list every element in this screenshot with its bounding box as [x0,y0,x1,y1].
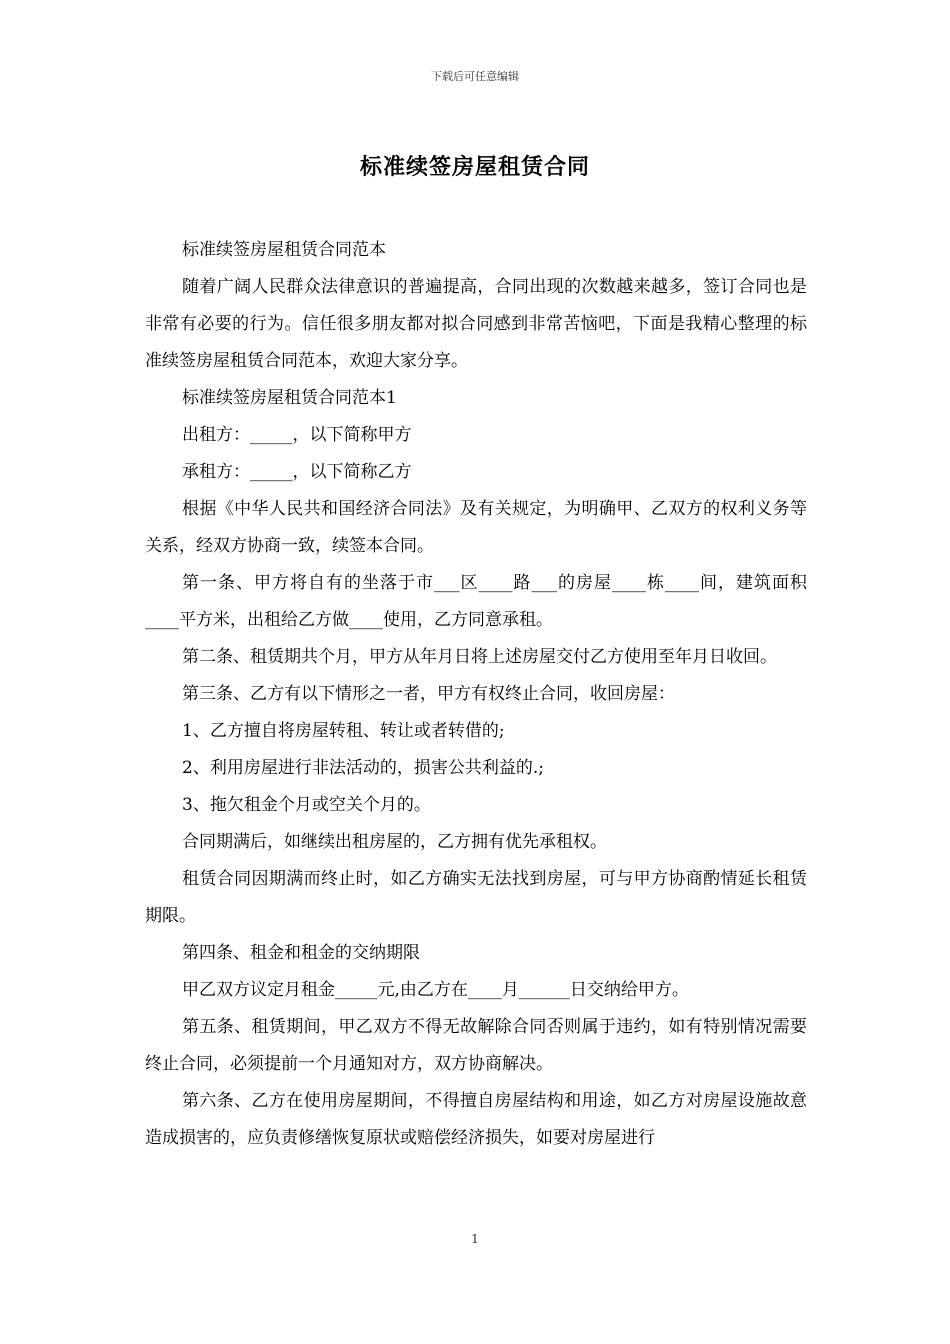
paragraph-article-1: 第一条、甲方将自有的坐落于市___区____路___的房屋____栋____间，建筑面积____平方米，出租给乙方做____使用，乙方同意承租。 [145,573,807,630]
paragraph-extension: 租赁合同因期满而终止时，如乙方确实无法找到房屋，可与甲方协商酌情延长租赁期限。 [145,869,807,926]
paragraph-intro: 随着广阔人民群众法律意识的普遍提高，合同出现的次数越来越多，签订合同也是非常有必要的行为。信任很多朋友都对拟合同感到非常苦恼吧，下面是我精心整理的标准续签房屋租赁合同范本，欢迎大家分享。 [145,277,807,371]
paragraph-article-5: 第五条、租赁期间，甲乙双方不得无故解除合同否则属于违约，如有特别情况需要终止合同，必须提前一个月通知对方，双方协商解决。 [145,1017,807,1074]
paragraph-priority-right: 合同期满后，如继续出租房屋的，乙方拥有优先承租权。 [182,832,607,852]
page-header-note: 下载后可任意编辑 [431,70,519,83]
paragraph-lessee: 承租方：_____，以下简称乙方 [182,462,412,482]
paragraph-article-3: 第三条、乙方有以下情形之一者，甲方有权终止合同，收回房屋： [182,684,675,704]
document-title: 标准续签房屋租赁合同 [359,154,590,180]
paragraph-article-4: 第四条、租金和租金的交纳期限 [182,943,420,963]
paragraph-legal-basis: 根据《中华人民共和国经济合同法》及有关规定，为明确甲、乙双方的权利义务等关系，经双方协商一致，续签本合同。 [145,499,807,556]
paragraph-item-1: 1、乙方擅自将房屋转租、转让或者转借的; [182,721,505,741]
paragraph-article-2: 第二条、租赁期共个月，甲方从年月日将上述房屋交付乙方使用至年月日收回。 [182,647,777,667]
paragraph-subtitle: 标准续签房屋租赁合同范本 [182,240,386,260]
paragraph-template-heading: 标准续签房屋租赁合同范本1 [182,388,397,408]
paragraph-item-2: 2、利用房屋进行非法活动的，损害公共利益的.; [182,758,544,778]
paragraph-article-6: 第六条、乙方在使用房屋期间，不得擅自房屋结构和用途，如乙方对房屋设施故意造成损害的，应负责修缮恢复原状或赔偿经济损失，如要对房屋进行 [145,1091,807,1148]
paragraph-item-3: 3、拖欠租金个月或空关个月的。 [182,795,431,815]
document-body [145,232,807,1157]
page-number: 1 [471,1232,479,1246]
paragraph-rent-amount: 甲乙双方议定月租金_____元,由乙方在____月______日交纳给甲方。 [182,980,689,1000]
paragraph-lessor: 出租方：_____，以下简称甲方 [182,425,412,445]
